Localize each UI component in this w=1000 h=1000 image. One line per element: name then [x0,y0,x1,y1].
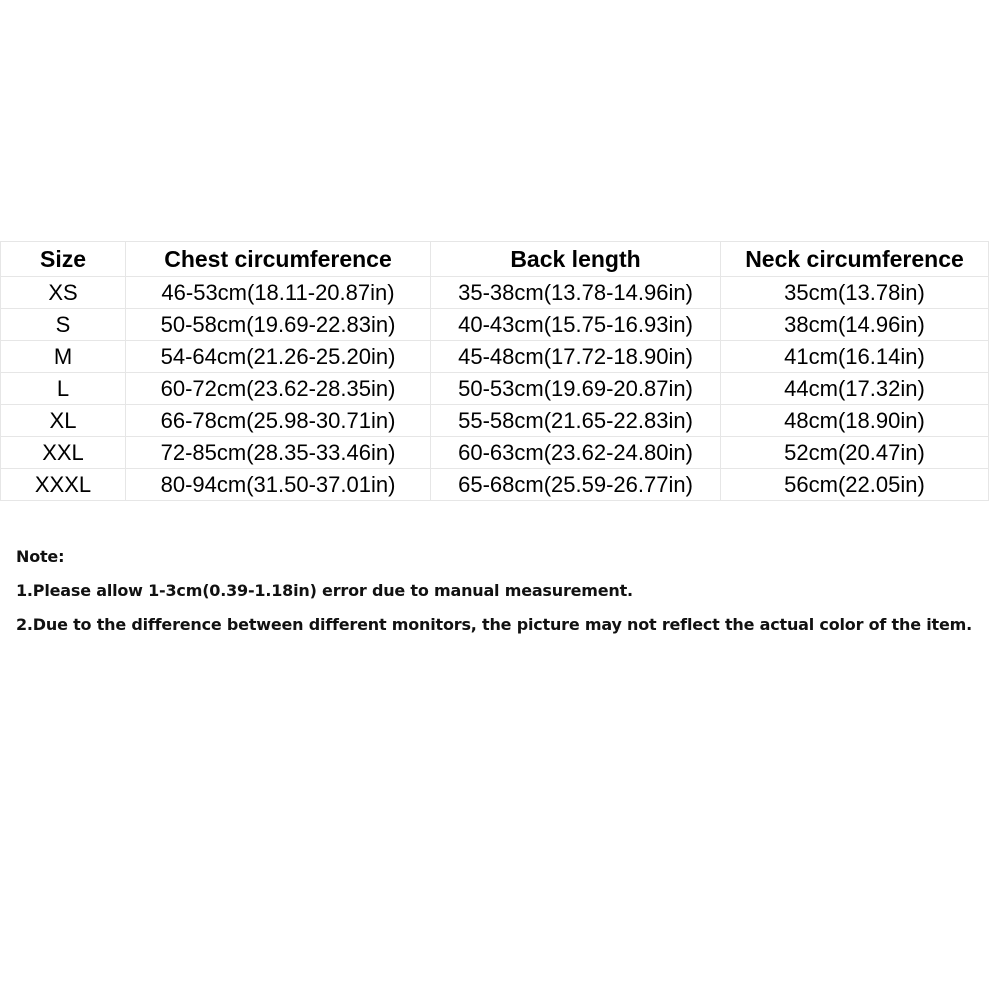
back-length-cell: 40-43cm(15.75-16.93in) [431,309,721,341]
chest-cell: 54-64cm(21.26-25.20in) [126,341,431,373]
note-monitor-color: 2.Due to the difference between different monitors, the picture may not reflect the actual color of the item. [16,615,972,634]
size-cell: S [1,309,126,341]
table-header-row [1,242,989,277]
table-row [1,277,989,309]
size-cell: M [1,341,126,373]
size-cell: L [1,373,126,405]
table-row [1,373,989,405]
size-cell: XS [1,277,126,309]
chest-cell: 60-72cm(23.62-28.35in) [126,373,431,405]
size-cell: XL [1,405,126,437]
size-cell: XXXL [1,469,126,501]
table-row [1,437,989,469]
note-measurement-error: 1.Please allow 1-3cm(0.39-1.18in) error due to manual measurement. [16,581,633,600]
neck-cell: 38cm(14.96in) [721,309,989,341]
chest-cell: 80-94cm(31.50-37.01in) [126,469,431,501]
notes-heading: Note: [16,547,65,566]
chest-cell: 66-78cm(25.98-30.71in) [126,405,431,437]
notes-section [16,543,1000,645]
header-chest-circumference: Chest circumference [126,242,431,277]
chest-cell: 46-53cm(18.11-20.87in) [126,277,431,309]
neck-cell: 48cm(18.90in) [721,405,989,437]
back-length-cell: 35-38cm(13.78-14.96in) [431,277,721,309]
size-cell: XXL [1,437,126,469]
table-row [1,341,989,373]
back-length-cell: 55-58cm(21.65-22.83in) [431,405,721,437]
back-length-cell: 50-53cm(19.69-20.87in) [431,373,721,405]
back-length-cell: 65-68cm(25.59-26.77in) [431,469,721,501]
header-back-length: Back length [431,242,721,277]
chest-cell: 72-85cm(28.35-33.46in) [126,437,431,469]
table-row [1,469,989,501]
back-length-cell: 60-63cm(23.62-24.80in) [431,437,721,469]
table-row [1,309,989,341]
chest-cell: 50-58cm(19.69-22.83in) [126,309,431,341]
neck-cell: 35cm(13.78in) [721,277,989,309]
neck-cell: 41cm(16.14in) [721,341,989,373]
header-neck-circumference: Neck circumference [721,242,989,277]
header-size: Size [1,242,126,277]
neck-cell: 52cm(20.47in) [721,437,989,469]
back-length-cell: 45-48cm(17.72-18.90in) [431,341,721,373]
table-row [1,405,989,437]
neck-cell: 56cm(22.05in) [721,469,989,501]
size-chart-table [0,241,989,501]
neck-cell: 44cm(17.32in) [721,373,989,405]
